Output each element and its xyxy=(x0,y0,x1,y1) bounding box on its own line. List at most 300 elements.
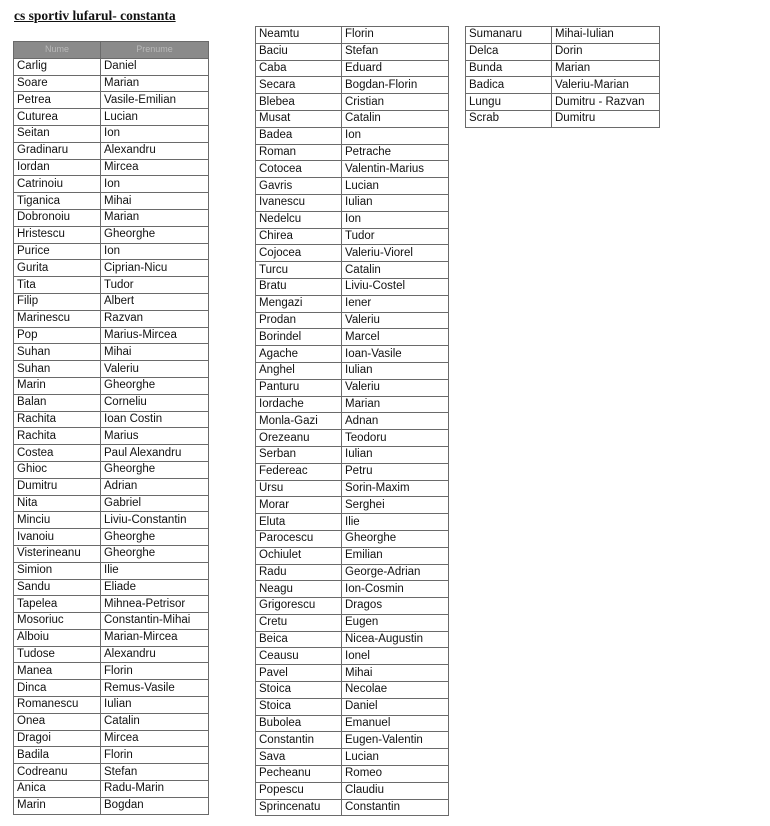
surname-cell: Dumitru xyxy=(14,478,101,495)
firstname-cell: Cristian xyxy=(342,94,449,111)
surname-cell: Roman xyxy=(256,144,342,161)
table-row xyxy=(14,58,209,75)
firstname-cell: Sorin-Maxim xyxy=(342,480,449,497)
table-row xyxy=(14,411,209,428)
firstname-cell: Petru xyxy=(342,463,449,480)
surname-cell: Marin xyxy=(14,377,101,394)
firstname-cell: Mihnea-Petrisor xyxy=(101,596,209,613)
firstname-cell: Adrian xyxy=(101,478,209,495)
firstname-cell: Necolae xyxy=(342,682,449,699)
firstname-cell: Lucian xyxy=(342,749,449,766)
surname-cell: Borindel xyxy=(256,329,342,346)
firstname-cell: Stefan xyxy=(101,764,209,781)
surname-cell: Blebea xyxy=(256,94,342,111)
table-row xyxy=(14,361,209,378)
table-row xyxy=(256,514,449,531)
firstname-cell: Emanuel xyxy=(342,715,449,732)
table-row xyxy=(256,782,449,799)
header-name: Nume xyxy=(14,42,101,59)
firstname-cell: Iulian xyxy=(342,194,449,211)
firstname-cell: Gheorghe xyxy=(101,529,209,546)
surname-cell: Manea xyxy=(14,663,101,680)
firstname-cell: Corneliu xyxy=(101,394,209,411)
table-row xyxy=(14,596,209,613)
surname-cell: Alboiu xyxy=(14,629,101,646)
surname-cell: Suhan xyxy=(14,344,101,361)
surname-cell: Ochiulet xyxy=(256,547,342,564)
surname-cell: Parocescu xyxy=(256,530,342,547)
table-row xyxy=(256,430,449,447)
table-row xyxy=(256,648,449,665)
firstname-cell: Bogdan xyxy=(101,797,209,814)
surname-cell: Panturu xyxy=(256,379,342,396)
firstname-cell: Daniel xyxy=(101,58,209,75)
surname-cell: Codreanu xyxy=(14,764,101,781)
firstname-cell: Marian xyxy=(101,209,209,226)
surname-cell: Sandu xyxy=(14,579,101,596)
firstname-cell: Marian xyxy=(342,396,449,413)
surname-cell: Marin xyxy=(14,797,101,814)
table-row xyxy=(14,226,209,243)
table-row xyxy=(14,327,209,344)
surname-cell: Popescu xyxy=(256,782,342,799)
table-row xyxy=(14,781,209,798)
table-row xyxy=(256,178,449,195)
table-row xyxy=(14,176,209,193)
surname-cell: Anghel xyxy=(256,362,342,379)
surname-cell: Iordan xyxy=(14,159,101,176)
firstname-cell: Mihai xyxy=(101,344,209,361)
firstname-cell: Teodoru xyxy=(342,430,449,447)
table-row xyxy=(14,142,209,159)
surname-cell: Beica xyxy=(256,631,342,648)
surname-cell: Onea xyxy=(14,713,101,730)
table-row xyxy=(14,260,209,277)
table-row xyxy=(14,159,209,176)
surname-cell: Bubolea xyxy=(256,715,342,732)
surname-cell: Sava xyxy=(256,749,342,766)
table-row xyxy=(256,598,449,615)
firstname-cell: Gabriel xyxy=(101,495,209,512)
table-row xyxy=(14,461,209,478)
firstname-cell: Valeriu-Viorel xyxy=(342,245,449,262)
firstname-cell: Albert xyxy=(101,293,209,310)
table-row xyxy=(256,211,449,228)
firstname-cell: Eugen xyxy=(342,614,449,631)
surname-cell: Balan xyxy=(14,394,101,411)
header-firstname: Prenume xyxy=(101,42,209,59)
table-row xyxy=(256,749,449,766)
table-row xyxy=(14,730,209,747)
table-row xyxy=(256,396,449,413)
firstname-cell: Gheorghe xyxy=(101,545,209,562)
firstname-cell: Gheorghe xyxy=(101,461,209,478)
table-row xyxy=(14,344,209,361)
firstname-cell: Valeriu xyxy=(342,379,449,396)
firstname-cell: Ionel xyxy=(342,648,449,665)
surname-cell: Baciu xyxy=(256,43,342,60)
surname-cell: Cuturea xyxy=(14,109,101,126)
table-row xyxy=(256,60,449,77)
firstname-cell: Catalin xyxy=(342,262,449,279)
table-row xyxy=(14,797,209,814)
surname-cell: Sumanaru xyxy=(466,27,552,44)
name-table-1 xyxy=(13,41,209,815)
firstname-cell: Eduard xyxy=(342,60,449,77)
surname-cell: Mengazi xyxy=(256,295,342,312)
surname-cell: Ivanoiu xyxy=(14,529,101,546)
surname-cell: Anica xyxy=(14,781,101,798)
surname-cell: Bratu xyxy=(256,278,342,295)
firstname-cell: Mircea xyxy=(101,159,209,176)
firstname-cell: Lucian xyxy=(101,109,209,126)
firstname-cell: Ion xyxy=(342,211,449,228)
table-row xyxy=(14,478,209,495)
firstname-cell: Marius xyxy=(101,428,209,445)
surname-cell: Grigorescu xyxy=(256,598,342,615)
firstname-cell: Catalin xyxy=(342,110,449,127)
surname-cell: Delca xyxy=(466,43,552,60)
table-row xyxy=(256,278,449,295)
surname-cell: Ghioc xyxy=(14,461,101,478)
surname-cell: Marinescu xyxy=(14,310,101,327)
surname-cell: Cotocea xyxy=(256,161,342,178)
table-row xyxy=(256,631,449,648)
surname-cell: Ceausu xyxy=(256,648,342,665)
table-row xyxy=(466,77,660,94)
surname-cell: Tudose xyxy=(14,646,101,663)
firstname-cell: Gheorghe xyxy=(101,226,209,243)
firstname-cell: Ion-Cosmin xyxy=(342,581,449,598)
firstname-cell: Daniel xyxy=(342,698,449,715)
table-row xyxy=(14,445,209,462)
firstname-cell: Mihai xyxy=(342,665,449,682)
firstname-cell: Adnan xyxy=(342,413,449,430)
surname-cell: Pop xyxy=(14,327,101,344)
firstname-cell: Marius-Mircea xyxy=(101,327,209,344)
table-row xyxy=(14,747,209,764)
surname-cell: Prodan xyxy=(256,312,342,329)
firstname-cell: Dumitru xyxy=(552,110,660,127)
surname-cell: Ivanescu xyxy=(256,194,342,211)
table-row xyxy=(256,245,449,262)
firstname-cell: Gheorghe xyxy=(342,530,449,547)
surname-cell: Stoica xyxy=(256,698,342,715)
table-row xyxy=(256,43,449,60)
surname-cell: Agache xyxy=(256,346,342,363)
table-row xyxy=(14,680,209,697)
firstname-cell: Remus-Vasile xyxy=(101,680,209,697)
surname-cell: Iordache xyxy=(256,396,342,413)
surname-cell: Dragoi xyxy=(14,730,101,747)
surname-cell: Gavris xyxy=(256,178,342,195)
surname-cell: Nita xyxy=(14,495,101,512)
table-row xyxy=(14,764,209,781)
table-row xyxy=(14,428,209,445)
firstname-cell: Stefan xyxy=(342,43,449,60)
surname-cell: Pavel xyxy=(256,665,342,682)
table-row xyxy=(14,663,209,680)
table-row xyxy=(256,547,449,564)
firstname-cell: Tudor xyxy=(342,228,449,245)
firstname-cell: Vasile-Emilian xyxy=(101,92,209,109)
firstname-cell: Iulian xyxy=(101,697,209,714)
surname-cell: Suhan xyxy=(14,361,101,378)
firstname-cell: Tudor xyxy=(101,277,209,294)
firstname-cell: Eugen-Valentin xyxy=(342,732,449,749)
firstname-cell: Valeriu xyxy=(101,361,209,378)
firstname-cell: Ion xyxy=(101,176,209,193)
table-row xyxy=(256,329,449,346)
table-row xyxy=(256,413,449,430)
surname-cell: Pecheanu xyxy=(256,766,342,783)
firstname-cell: Florin xyxy=(101,747,209,764)
surname-cell: Dinca xyxy=(14,680,101,697)
firstname-cell: Gheorghe xyxy=(101,377,209,394)
table-row xyxy=(14,243,209,260)
table-row xyxy=(466,27,660,44)
surname-cell: Nedelcu xyxy=(256,211,342,228)
table-row xyxy=(256,581,449,598)
surname-cell: Secara xyxy=(256,77,342,94)
table-row xyxy=(14,579,209,596)
surname-cell: Purice xyxy=(14,243,101,260)
surname-cell: Gurita xyxy=(14,260,101,277)
table-row xyxy=(256,530,449,547)
surname-cell: Badica xyxy=(466,77,552,94)
surname-cell: Cretu xyxy=(256,614,342,631)
firstname-cell: Marian xyxy=(101,75,209,92)
firstname-cell: Iulian xyxy=(342,362,449,379)
surname-cell: Costea xyxy=(14,445,101,462)
table-row xyxy=(14,92,209,109)
table-row xyxy=(14,697,209,714)
table-row xyxy=(14,629,209,646)
table-row xyxy=(256,127,449,144)
firstname-cell: Valentin-Marius xyxy=(342,161,449,178)
firstname-cell: Mircea xyxy=(101,730,209,747)
surname-cell: Eluta xyxy=(256,514,342,531)
surname-cell: Morar xyxy=(256,497,342,514)
table-row xyxy=(466,110,660,127)
firstname-cell: Mihai xyxy=(101,193,209,210)
firstname-cell: Constantin-Mihai xyxy=(101,613,209,630)
table-row xyxy=(14,562,209,579)
firstname-cell: Valeriu-Marian xyxy=(552,77,660,94)
surname-cell: Cojocea xyxy=(256,245,342,262)
table-row xyxy=(14,193,209,210)
table-row xyxy=(14,125,209,142)
table-row xyxy=(256,446,449,463)
table-row xyxy=(256,362,449,379)
firstname-cell: Razvan xyxy=(101,310,209,327)
table-row xyxy=(14,545,209,562)
surname-cell: Tita xyxy=(14,277,101,294)
table-row xyxy=(14,512,209,529)
surname-cell: Federeac xyxy=(256,463,342,480)
firstname-cell: Mihai-Iulian xyxy=(552,27,660,44)
table-row xyxy=(256,161,449,178)
table-row xyxy=(256,799,449,816)
surname-cell: Gradinaru xyxy=(14,142,101,159)
firstname-cell: Dumitru - Razvan xyxy=(552,94,660,111)
surname-cell: Dobronoiu xyxy=(14,209,101,226)
surname-cell: Serban xyxy=(256,446,342,463)
firstname-cell: Liviu-Constantin xyxy=(101,512,209,529)
firstname-cell: Ion xyxy=(101,243,209,260)
table-row xyxy=(256,228,449,245)
surname-cell: Caba xyxy=(256,60,342,77)
table-row xyxy=(14,310,209,327)
surname-cell: Catrinoiu xyxy=(14,176,101,193)
firstname-cell: Iener xyxy=(342,295,449,312)
firstname-cell: Dorin xyxy=(552,43,660,60)
table-row xyxy=(14,109,209,126)
table-row xyxy=(14,394,209,411)
surname-cell: Badea xyxy=(256,127,342,144)
surname-cell: Sprincenatu xyxy=(256,799,342,816)
surname-cell: Neamtu xyxy=(256,27,342,44)
table-row xyxy=(256,614,449,631)
table-row xyxy=(256,77,449,94)
table-row xyxy=(256,715,449,732)
firstname-cell: Florin xyxy=(101,663,209,680)
firstname-cell: Liviu-Costel xyxy=(342,278,449,295)
table-row xyxy=(14,377,209,394)
firstname-cell: Alexandru xyxy=(101,646,209,663)
surname-cell: Seitan xyxy=(14,125,101,142)
firstname-cell: Alexandru xyxy=(101,142,209,159)
firstname-cell: Constantin xyxy=(342,799,449,816)
surname-cell: Rachita xyxy=(14,411,101,428)
table-row xyxy=(256,27,449,44)
surname-cell: Minciu xyxy=(14,512,101,529)
firstname-cell: Nicea-Augustin xyxy=(342,631,449,648)
surname-cell: Hristescu xyxy=(14,226,101,243)
firstname-cell: Ciprian-Nicu xyxy=(101,260,209,277)
table-row xyxy=(256,110,449,127)
surname-cell: Orezeanu xyxy=(256,430,342,447)
table-row xyxy=(14,209,209,226)
surname-cell: Lungu xyxy=(466,94,552,111)
table-row xyxy=(256,295,449,312)
table-row xyxy=(256,346,449,363)
table-row xyxy=(256,463,449,480)
surname-cell: Badila xyxy=(14,747,101,764)
surname-cell: Stoica xyxy=(256,682,342,699)
table-row xyxy=(256,194,449,211)
table-row xyxy=(14,713,209,730)
table-row xyxy=(256,732,449,749)
firstname-cell: Dragos xyxy=(342,598,449,615)
firstname-cell: Catalin xyxy=(101,713,209,730)
firstname-cell: Ioan Costin xyxy=(101,411,209,428)
table-row xyxy=(256,94,449,111)
table-row xyxy=(466,94,660,111)
surname-cell: Chirea xyxy=(256,228,342,245)
surname-cell: Simion xyxy=(14,562,101,579)
surname-cell: Romanescu xyxy=(14,697,101,714)
firstname-cell: Radu-Marin xyxy=(101,781,209,798)
firstname-cell: Marian-Mircea xyxy=(101,629,209,646)
surname-cell: Tiganica xyxy=(14,193,101,210)
table-row xyxy=(256,379,449,396)
table-row xyxy=(256,682,449,699)
table-row xyxy=(256,564,449,581)
surname-cell: Soare xyxy=(14,75,101,92)
table-row xyxy=(256,144,449,161)
table-row xyxy=(466,60,660,77)
surname-cell: Constantin xyxy=(256,732,342,749)
firstname-cell: Paul Alexandru xyxy=(101,445,209,462)
surname-cell: Carlig xyxy=(14,58,101,75)
surname-cell: Ursu xyxy=(256,480,342,497)
firstname-cell: George-Adrian xyxy=(342,564,449,581)
surname-cell: Rachita xyxy=(14,428,101,445)
table-row xyxy=(256,312,449,329)
table-header-row xyxy=(14,42,209,59)
table-row xyxy=(256,665,449,682)
surname-cell: Bunda xyxy=(466,60,552,77)
firstname-cell: Ioan-Vasile xyxy=(342,346,449,363)
firstname-cell: Marian xyxy=(552,60,660,77)
table-row xyxy=(256,766,449,783)
surname-cell: Tapelea xyxy=(14,596,101,613)
firstname-cell: Ilie xyxy=(342,514,449,531)
table-row xyxy=(466,43,660,60)
surname-cell: Filip xyxy=(14,293,101,310)
firstname-cell: Valeriu xyxy=(342,312,449,329)
table-row xyxy=(256,262,449,279)
table-row xyxy=(14,277,209,294)
surname-cell: Petrea xyxy=(14,92,101,109)
surname-cell: Neagu xyxy=(256,581,342,598)
page-title: cs sportiv lufarul- constanta xyxy=(14,8,176,23)
firstname-cell: Bogdan-Florin xyxy=(342,77,449,94)
firstname-cell: Eliade xyxy=(101,579,209,596)
surname-cell: Mosoriuc xyxy=(14,613,101,630)
table-row xyxy=(256,698,449,715)
surname-cell: Visterineanu xyxy=(14,545,101,562)
firstname-cell: Lucian xyxy=(342,178,449,195)
surname-cell: Musat xyxy=(256,110,342,127)
table-row xyxy=(14,293,209,310)
firstname-cell: Ilie xyxy=(101,562,209,579)
firstname-cell: Florin xyxy=(342,27,449,44)
surname-cell: Scrab xyxy=(466,110,552,127)
firstname-cell: Marcel xyxy=(342,329,449,346)
firstname-cell: Ion xyxy=(342,127,449,144)
firstname-cell: Iulian xyxy=(342,446,449,463)
name-table-3 xyxy=(465,26,660,128)
table-row xyxy=(14,75,209,92)
firstname-cell: Emilian xyxy=(342,547,449,564)
name-table-2 xyxy=(255,26,449,816)
firstname-cell: Serghei xyxy=(342,497,449,514)
table-row xyxy=(14,529,209,546)
firstname-cell: Petrache xyxy=(342,144,449,161)
surname-cell: Radu xyxy=(256,564,342,581)
firstname-cell: Claudiu xyxy=(342,782,449,799)
table-row xyxy=(256,497,449,514)
firstname-cell: Ion xyxy=(101,125,209,142)
table-row xyxy=(256,480,449,497)
table-row xyxy=(14,613,209,630)
surname-cell: Turcu xyxy=(256,262,342,279)
surname-cell: Monla-Gazi xyxy=(256,413,342,430)
firstname-cell: Romeo xyxy=(342,766,449,783)
table-row xyxy=(14,646,209,663)
